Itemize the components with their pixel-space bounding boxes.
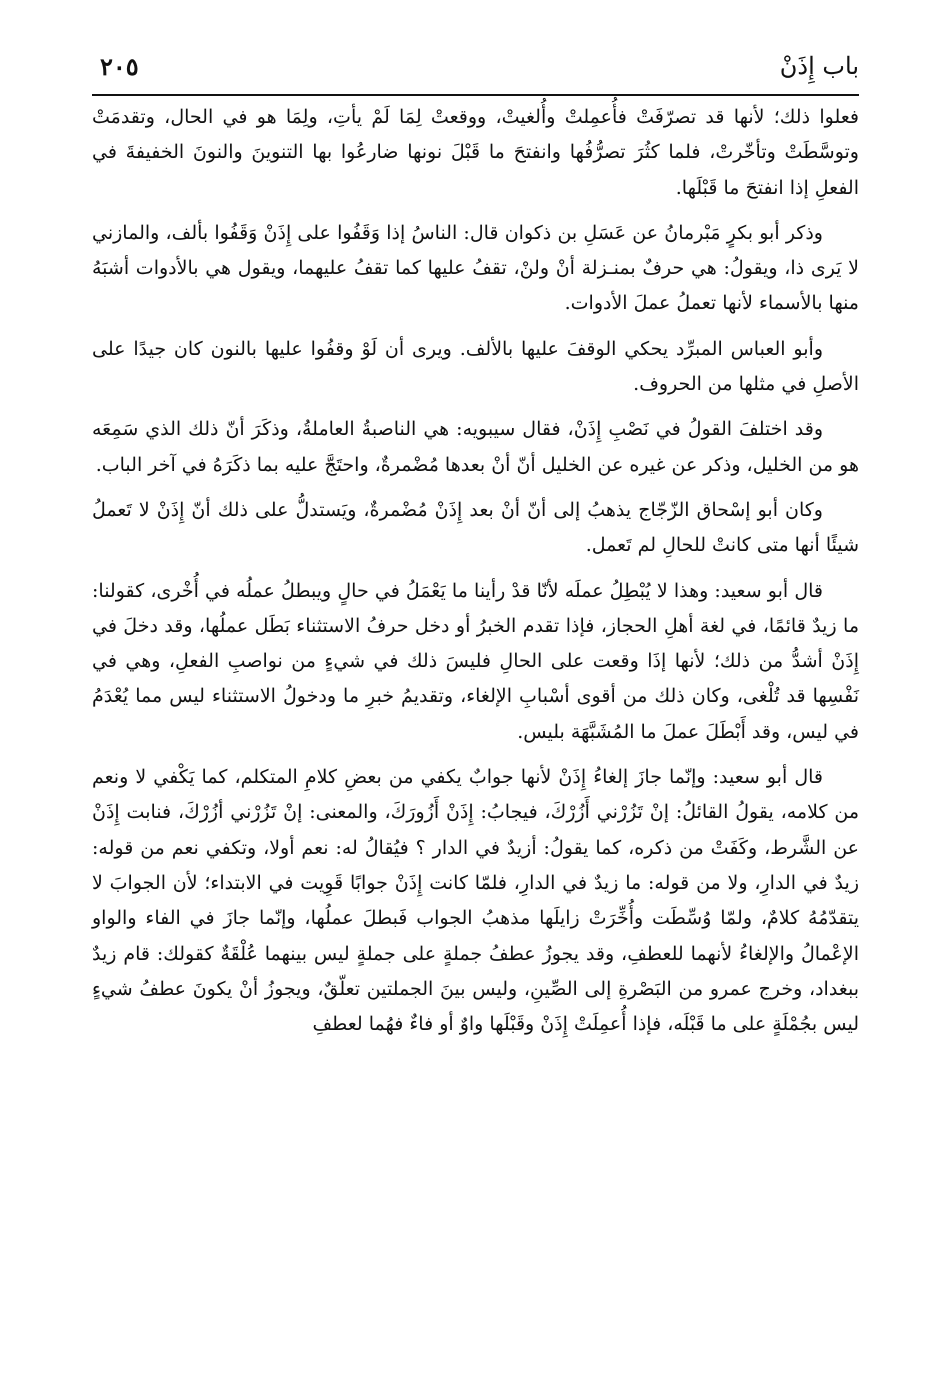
paragraph: قال أبو سعيد: وهذا لا يُبْطِلُ عملَه لأنّا قدْ رأينا ما يَعْمَلُ في حالٍ ويبطلُ عملُه في أُخْرى، كقولنا: ما زيدٌ قائمًا، في لغة أهلِ الحجاز، فإذا تقدم الخبرُ أو دخل حرفُ الاستثناء بَطَل عملُها، وقد دخلَ في إِذَنْ أشدُّ من ذلك؛ لأنها إذَا وقعت على الحالِ فليسَ ذلك في شيءٍ من نواصبِ الفعلِ، وهي في نَفْسِها قد تُلْغى، وكان ذلك من أقوى أسْبابِ الإلغاء، وتقديمُ خبرِ ما ودخولُ الاستثناء ليس مما يُعْدَمُ في ليس، وقد أَبْطَلَ عملَ ما المُشَبَّهَة بليس. (92, 579, 859, 743)
paragraph: وأبو العباس المبرِّد يحكي الوقفَ عليها بالألف. ويرى أن لَوْ وقفُوا عليها بالنون كان جيدًا على الأصلِ في مثلها من الحروف. (92, 337, 859, 396)
paragraph: قال أبو سعيد: وإنّما جازَ إلغاءُ إِذَنْ لأنها جوابٌ يكفي من بعضِ كلامِ المتكلم، كما يَكْفي لا ونعم من كلامه، يقولُ القائلُ: إنْ تَزُرْني أَزُرْكَ، فيجابُ: إِذَنْ أَزُورَكَ، والمعنى: إنْ تَزُرْني أزُرْكَ، فنابت إِذَنْ عن الشَّرط، وكَفَتْ من ذكره، كما يقولُ: أزيدٌ في الدار ؟ فيُقالُ له: نعم أولا، وتكفي نعم من قوله: زيدٌ في الدارِ، ولا من قوله: ما زيدٌ في الدارِ، فلمّا كانت إِذَنْ جوابًا قَوِيت في الابتداء؛ لأن الجوابَ لا يتقدّمُهُ كلامٌ، ولمّا وُسِّطَت وأُخِّرَتْ زايلَها مذهبُ الجواب فَبطلَ عملُها، وإنّما جازَ في الفاء والواو الإعْمالُ والإلغاءُ لأنهما للعطفِ، وقد يجوزُ عطفُ جملةٍ على جملةٍ ليس بينهما عُلْقَةٌ كقولك: قام زيدٌ ببغداد، وخرج عمرو من البَصْرةِ إلى الصِّينِ، وليس بينَ الجملتين تعلّقٌ، ويجوزُ أنْ يكونَ عطفُ شيءٍ ليس بجُمْلَةٍ على ما قَبْلَه، فإذا أُعمِلَتْ إِذَنْ وقَبْلَها واوٌ أو فاءٌ فهُما لعطفِ (92, 766, 859, 1036)
body-text (92, 100, 859, 1052)
paragraph: وكان أبو إسْحاق الزّجّاج يذهبُ إلى أنّ أنْ بعد إِذَنْ مُضْمرةٌ، ويَستدلُّ على ذلك أنّ إِذَنْ لا تَعملُ شيئًا أنها متى كانتْ للحالِ لم تَعمل. (92, 498, 859, 557)
paragraph: وقد اختلفَ القولُ في نَصْبِ إِذَنْ، فقال سيبويه: هي الناصبةُ العاملةُ، وذكَرَ أنّ ذلك الذي سَمِعَه هو من الخليل، وذكر عن غيره عن الخليل أنّ أنْ بعدها مُضْمرةٌ، واحتَجَّ عليه بما ذكَرَهُ في آخر الباب. (92, 418, 859, 476)
page-header (92, 44, 859, 96)
page-number: ٢٠٥ (100, 52, 139, 81)
running-title: باب إِذَنْ (779, 52, 859, 80)
paragraph: فعلوا ذلك؛ لأنها قد تصرّفَتْ فأُعمِلتْ وأُلغيتْ، ووقعتْ لِمَا لَمْ يأتِ، ولِمَا هو في الحال، وتقدمَتْ وتوسَّطَتْ وتأخّرتْ، فلما كثُرَ تصرُّفُها وانفتحَ ما قَبْلَ نونها ضارعُوا بها التنوينَ والنونَ الخفيفةَ في الفعلِ إذا انفتحَ ما قَبْلَها. (92, 106, 859, 199)
paragraph: وذكر أبو بكرٍ مَبْرمانُ عن عَسَلِ بن ذكوان قال: الناسُ إذا وَقَفُوا على إِذَنْ وَقَفُوا بألف، والمازني لا يَرى ذا، ويقولُ: هي حرفٌ بمنـزلة أنْ ولنْ، تقفُ عليها كما تقفُ عليهما، ويقول هي بالأدوات أشبَهُ منها بالأسماء لأنها تعملُ عملَ الأدوات. (92, 221, 859, 315)
